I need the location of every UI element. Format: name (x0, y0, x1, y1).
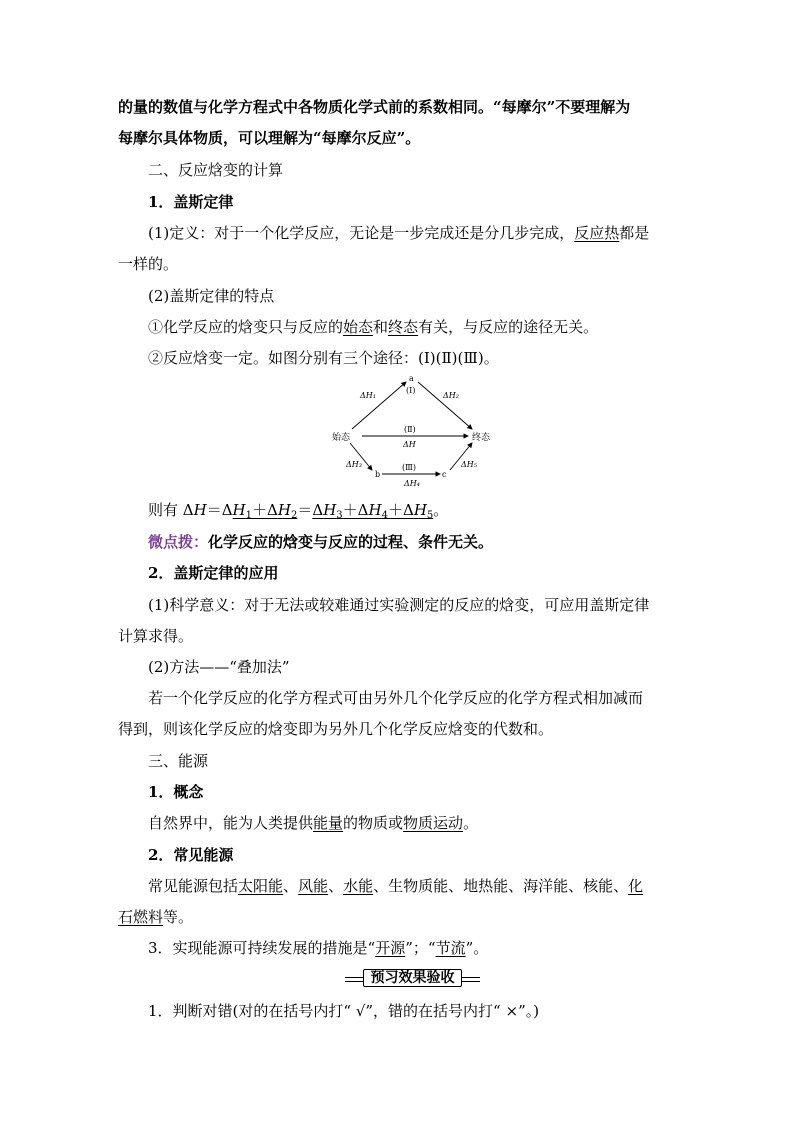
blank-hydro: 水能 (343, 877, 374, 895)
tip-line (148, 532, 493, 552)
subheading-hess-application: 2．盖斯定律的应用 (148, 564, 279, 582)
blank-reaction-heat: 反应热 (574, 224, 620, 242)
blank-fossil-a: 化 (628, 877, 644, 895)
path-2-label: (Ⅱ) (404, 425, 416, 434)
dh2-label: ΔH₂ (443, 391, 459, 400)
tip-label: 微点拨： (148, 533, 209, 551)
method-heading: (2)方法——“叠加法” (148, 658, 290, 676)
dh5-label: ΔH₅ (461, 460, 477, 469)
preview-check-banner (345, 969, 480, 987)
question-1: 1．判断对错(对的在括号内打“ √”，错的在括号内打“ ×”。) (148, 1002, 540, 1020)
subheading-common-energy: 2．常见能源 (148, 846, 234, 864)
section-heading-enthalpy-calc: 二、反应焓变的计算 (148, 161, 284, 179)
definition-line: (1)定义：对于一个化学反应，无论是一步完成还是分几步完成，反应热都是 (148, 224, 650, 242)
path-1-label: (Ⅰ) (406, 386, 416, 395)
blank-initial-state: 始态 (343, 318, 374, 336)
feature-1: ①化学反应的焓变只与反应的始态和终态有关，与反应的途径无关。 (148, 318, 599, 336)
subheading-hess-law: 1．盖斯定律 (148, 193, 234, 211)
path-3-label: (Ⅲ) (402, 463, 416, 472)
dh1-label: ΔH₁ (360, 391, 376, 400)
features-heading: (2)盖斯定律的特点 (148, 287, 275, 305)
blank-save: 节流 (435, 939, 466, 957)
banner-label: 预习效果验收 (363, 969, 462, 987)
dh4-label: ΔH₄ (404, 479, 420, 488)
blank-fossil-b: 石燃料 (118, 908, 164, 926)
blank-wind: 风能 (298, 877, 329, 895)
common-energy-line-2: 石燃料等。 (118, 908, 194, 926)
para-line-2: 每摩尔具体物质，可以理解为“每摩尔反应”。 (118, 129, 421, 147)
blank-matter-motion: 物质运动 (403, 814, 464, 832)
feature-2: ②反应焓变一定。如图分别有三个途径：(Ⅰ)(Ⅱ)(Ⅲ)。 (148, 349, 499, 367)
arrow-a-to-end (418, 382, 472, 429)
node-end: 终态 (472, 433, 491, 443)
concept-line: 自然界中，能为人类提供能量的物质或物质运动。 (148, 814, 479, 832)
definition-line-2: 一样的。 (118, 255, 179, 273)
hess-law-diagram (330, 372, 500, 490)
node-a: a (409, 374, 414, 383)
tip-text: 化学反应的焓变与反应的过程、条件无关。 (208, 533, 494, 551)
section-heading-energy: 三、能源 (148, 752, 209, 770)
sustainability-line: 3．实现能源可持续发展的措施是“开源”；“节流”。 (148, 939, 489, 957)
method-line-2: 得到，则该化学反应的焓变即为另外几个化学反应焓变的代数和。 (118, 720, 554, 738)
hess-equation: 则有 $\Delta H=\Delta H_1+\Delta H_2=\Delta H_3+\Delta H_4+\Delta H_5$。 (148, 501, 449, 521)
subheading-concept: 1．概念 (148, 783, 204, 801)
para-line-1: 的量的数值与化学方程式中各物质化学式前的系数相同。“每摩尔”不要理解为 (118, 98, 631, 116)
dh3-label: ΔH₃ (346, 460, 362, 469)
blank-energy: 能量 (313, 814, 344, 832)
node-c: c (442, 470, 447, 479)
blank-solar: 太阳能 (238, 877, 284, 895)
method-line-1: 若一个化学反应的化学方程式可由另外几个化学反应的化学方程式相加减而 (148, 689, 644, 707)
sci-significance-line-1: (1)科学意义：对于无法或较难通过实验测定的反应的焓变，可应用盖斯定律 (148, 596, 650, 614)
dh-label: ΔH (403, 440, 416, 449)
arrow-start-to-a (352, 382, 406, 429)
common-energy-line-1: 常见能源包括太阳能、风能、水能、生物质能、地热能、海洋能、核能、化 (148, 877, 644, 895)
blank-open-source: 开源 (375, 939, 406, 957)
node-b: b (375, 470, 381, 479)
blank-final-state: 终态 (388, 318, 419, 336)
node-start: 始态 (332, 433, 351, 443)
sci-significance-line-2: 计算求得。 (118, 627, 194, 645)
